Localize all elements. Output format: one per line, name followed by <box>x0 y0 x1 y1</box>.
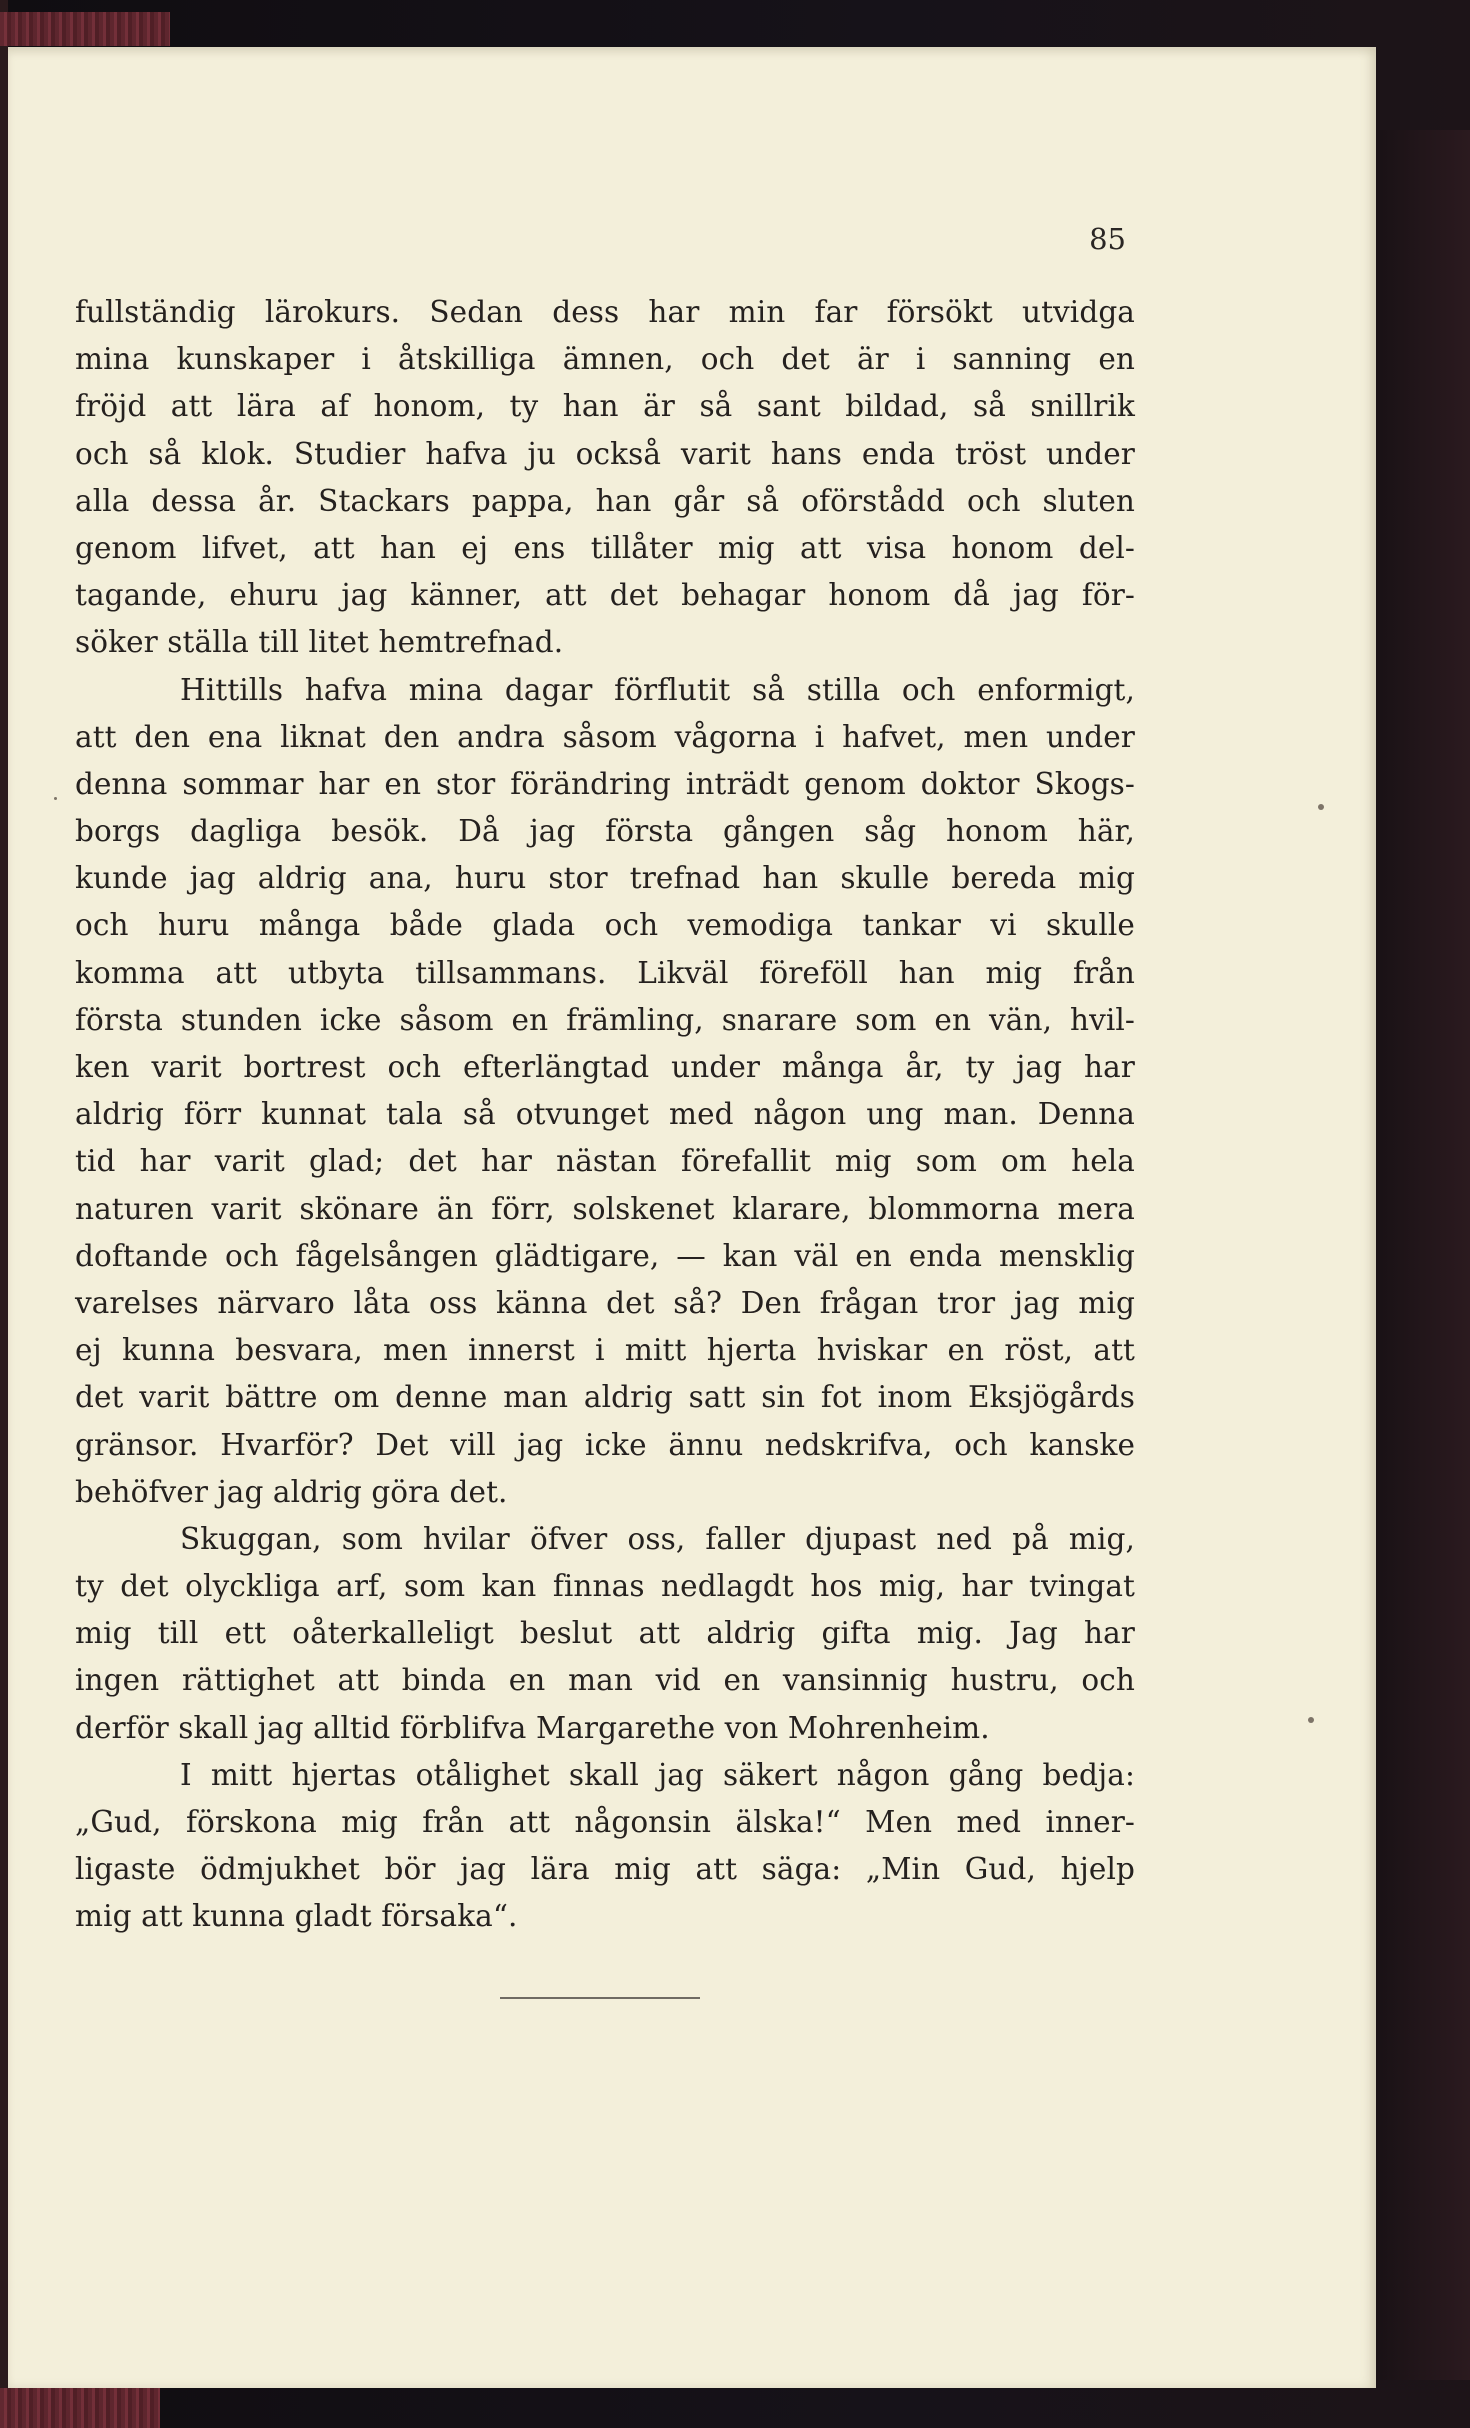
text-line: ligaste ödmjukhet bör jag lära mig att säga: „Min Gud, hjelp <box>75 1852 1135 1887</box>
text-line: första stunden icke såsom en främling, snarare som en vän, hvil- <box>75 1002 1135 1037</box>
text-line: ingen rättighet att binda en man vid en vansinnig hustru, och <box>75 1663 1135 1698</box>
text-line: ken varit bortrest och efterlängtad under många år, ty jag har <box>75 1050 1135 1084</box>
margin-speck <box>1318 804 1324 810</box>
text-line: tid har varit glad; det har nästan förefallit mig som om hela <box>75 1144 1135 1179</box>
text-line: och så klok. Studier hafva ju också varit hans enda tröst under <box>75 436 1135 471</box>
text-line: komma att utbyta tillsammans. Likväl föreföll han mig från <box>75 955 1135 990</box>
paragraph <box>75 667 1135 1516</box>
text-line: borgs dagliga besök. Då jag första gången såg honom här, <box>75 814 1135 849</box>
text-line: söker ställa till litet hemtrefnad. <box>75 625 564 660</box>
text-line: „Gud, förskona mig från att någonsin älska!“ Men med inner- <box>75 1805 1135 1839</box>
text-line: aldrig förr kunnat tala så otvunget med någon ung man. Denna <box>75 1097 1135 1132</box>
body-text <box>75 289 1135 1941</box>
text-line: och huru många både glada och vemodiga tankar vi skulle <box>75 908 1135 943</box>
text-line: behöfver jag aldrig göra det. <box>75 1474 508 1509</box>
paragraph <box>75 1516 1135 1752</box>
text-line: alla dessa år. Stackars pappa, han går så oförstådd och sluten <box>75 483 1135 518</box>
text-line: mina kunskaper i åtskilliga ämnen, och det är i sanning en <box>75 342 1135 377</box>
text-line: denna sommar har en stor förändring inträdt genom doktor Skogs- <box>75 766 1135 801</box>
text-line: tagande, ehuru jag känner, att det behagar honom då jag för- <box>75 578 1135 613</box>
binding-corner-top <box>0 12 170 46</box>
margin-speck <box>1308 1717 1314 1723</box>
paragraph <box>75 1752 1135 1941</box>
text-line: gränsor. Hvarför? Det vill jag icke ännu nedskrifva, och kanske <box>75 1427 1135 1462</box>
text-line: I mitt hjertas otålighet skall jag säkert någon gång bedja: <box>180 1757 1135 1792</box>
text-line: naturen varit skönare än förr, solskenet klarare, blommorna mera <box>75 1191 1135 1226</box>
text-line: ty det olyckliga arf, som kan finnas nedlagdt hos mig, har tvingat <box>75 1569 1135 1604</box>
text-line: fullständig lärokurs. Sedan dess har min far försökt utvidga <box>75 295 1135 329</box>
text-line: derför skall jag alltid förblifva Margarethe von Mohrenheim. <box>75 1710 990 1745</box>
book-spine-shadow <box>1380 130 1470 2380</box>
text-line: Skuggan, som hvilar öfver oss, faller djupast ned på mig, <box>180 1521 1135 1556</box>
margin-speck <box>54 797 57 800</box>
text-line: det varit bättre om denne man aldrig satt sin fot inom Eksjögårds <box>75 1380 1135 1415</box>
section-end-rule <box>500 1997 700 1999</box>
text-line: mig till ett oåterkalleligt beslut att aldrig gifta mig. Jag har <box>75 1616 1135 1651</box>
text-line: ej kunna besvara, men innerst i mitt hjerta hviskar en röst, att <box>75 1333 1135 1368</box>
page-number: 85 <box>1089 222 1126 256</box>
text-line: doftande och fågelsången glädtigare, — kan väl en enda mensklig <box>75 1238 1135 1273</box>
text-line: fröjd att lära af honom, ty han är så sant bildad, så snillrik <box>75 389 1135 424</box>
text-line: varelses närvaro låta oss känna det så? Den frågan tror jag mig <box>75 1285 1135 1320</box>
text-line: kunde jag aldrig ana, huru stor trefnad han skulle bereda mig <box>75 861 1135 896</box>
text-line: mig att kunna gladt försaka“. <box>75 1899 518 1934</box>
text-line: Hittills hafva mina dagar förflutit så stilla och enformigt, <box>180 672 1135 707</box>
book-cover-edge <box>0 0 8 2428</box>
binding-corner-bottom <box>0 2388 160 2428</box>
text-line: genom lifvet, att han ej ens tillåter mig att visa honom del- <box>75 530 1135 565</box>
text-line: att den ena liknat den andra såsom vågorna i hafvet, men under <box>75 719 1135 754</box>
paragraph <box>75 289 1135 667</box>
